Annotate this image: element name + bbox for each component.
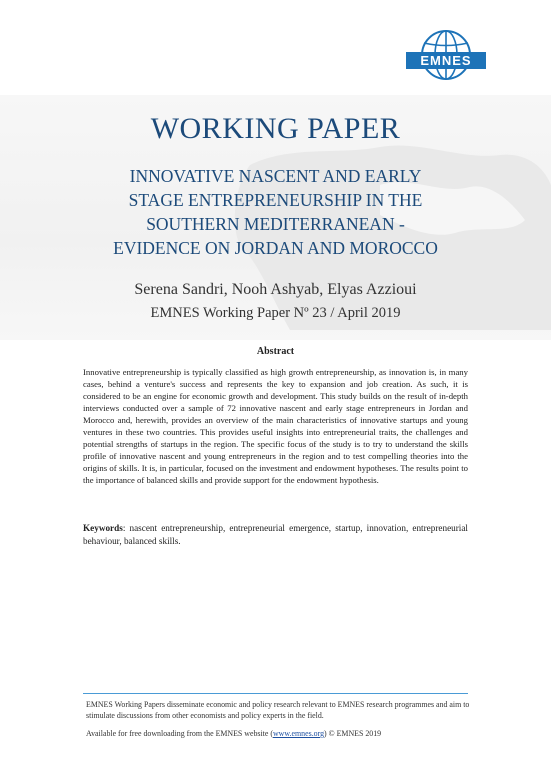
footer-availability xyxy=(86,729,471,740)
paper-title xyxy=(60,164,491,260)
paper-number: EMNES Working Paper Nº 23 / April 2019 xyxy=(150,305,401,321)
keywords xyxy=(83,522,468,547)
paper-title-line: EVIDENCE ON JORDAN AND MOROCCO xyxy=(113,238,438,258)
paper-title-line: INNOVATIVE NASCENT AND EARLY xyxy=(129,166,422,186)
footer-available-prefix: Available for free downloading from the EMNES website ( xyxy=(86,729,273,738)
emnes-logo xyxy=(406,28,486,88)
abstract-body: Innovative entrepreneurship is typically classified as high growth entrepreneurship, as innovation is, in many cases, behind a venture's success and represents the key to expansion and job creation. As such, it is considered to be an engine for economic growth and development. This study builds on the result of in-depth interviews conducted over a sample of 72 innovative nascent and early stage entrepreneurs in Jordan and Morocco and, herewith, provides an overview of the main characteristics of innovative startups and young ventures in these two countries. This provides useful insights into entrepreneurial traits, the challenges and potential strengths of startups in the region. The specific focus of the study is to try to understand the skills profile of innovative nascent and young entrepreneurs in the region and to test compelling theories into the origins of skills. It is, in particular, focused on the investment and endowment hypotheses. The results point to the importance of balanced skills and provide support for the endowment hypothesis. xyxy=(83,367,468,485)
logo-wordmark: EMNES xyxy=(406,52,486,69)
footer-divider xyxy=(83,693,468,694)
authors: Serena Sandri, Nooh Ashyab, Elyas Azzioui xyxy=(134,281,417,298)
keywords-text: : nascent entrepreneurship, entrepreneurial emergence, startup, innovation, entrepreneurial behaviour, balanced skills. xyxy=(83,523,468,546)
abstract-heading: Abstract xyxy=(256,346,295,357)
document-type-label: WORKING PAPER xyxy=(150,112,401,145)
emnes-website-link[interactable]: www.emnes.org xyxy=(272,729,325,738)
paper-title-line: SOUTHERN MEDITERRANEAN - xyxy=(146,214,405,234)
keywords-label: Keywords xyxy=(83,523,123,533)
paper-title-line: STAGE ENTREPRENEURSHIP IN THE xyxy=(128,190,423,210)
footer-description: EMNES Working Papers disseminate economic and policy research relevant to EMNES research programmes and aim to stimulate discussions from other economists and policy experts in the field. xyxy=(86,700,470,720)
footer-copyright: ) © EMNES 2019 xyxy=(324,729,382,738)
